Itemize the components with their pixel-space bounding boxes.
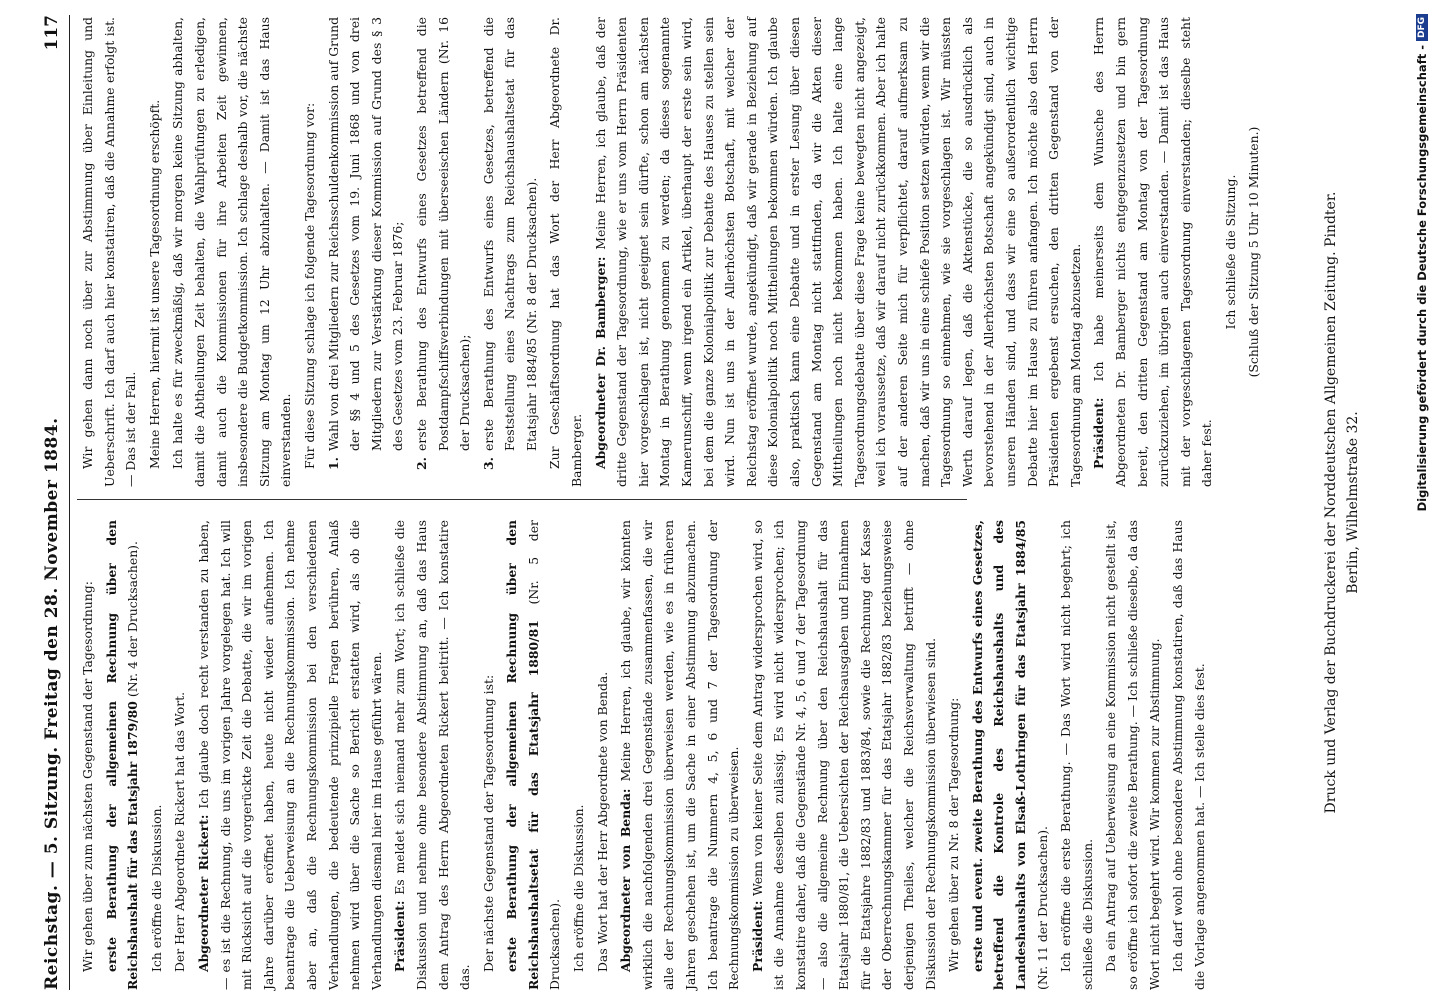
agenda-ref: (Nr. 11 der Drucksachen). bbox=[1034, 826, 1050, 990]
speech-text: Es meldet sich niemand mehr zum Wort; ich schließe die Diskussion und nehme ohne besondere Abstimmung an, daß das Haus dem Antrag des Herrn Abgeordneten Rickert beitritt. — Ich konstatire das. bbox=[392, 520, 473, 990]
speaker-name: Abgeordneter Dr. Bamberger: bbox=[592, 256, 608, 469]
paragraph: Der Herr Abgeordnete Rickert hat das Wort. bbox=[172, 691, 188, 972]
speech-text: Wenn von keiner Seite dem Antrag widersprochen wird, so ist die Annahme desselben zulässig. Es wird nicht widersprochen; ich konstatire daher, daß die Gegenstände Nr. 4, 5, 6 und 7 der Tagesordnung — also die allgemeine Rechnung über den Reichshaushalt für das Etatsjahr 1880/81, die Uebersichten der Reichsausgaben und Einnahmen für die Etatsjahre 1882/83 und 1883/84, sowie die Rechnung der Kasse der Oberrechnungskammer für das Etatsjahr 1882/83 beziehungsweise derjenigen Theiles, welcher die Reichsverwaltung betrifft — ohne Diskussion der Rechnungskommission überwiesen sind. bbox=[749, 520, 938, 990]
speaker-name: Präsident: bbox=[1091, 397, 1107, 469]
agenda-ref: (Nr. 4 der Drucksachen). bbox=[125, 541, 141, 698]
paragraph: Ich halte es für zweckmäßig, daß wir morgen keine Sitzung abhalten, damit die Abtheilungen Zeit behalten, die Wahlprüfungen zu erledigen, damit auch die Kommissionen für ihre Arbeiten Zeit gewinnen, insbesondere die Budgetkommission. Ich schlage deshalb vor, die nächste Sitzung am Montag um 12 Uhr abzuhalten. — Damit ist das Haus einverstanden. bbox=[170, 17, 294, 487]
imprint-line: Druck und Verlag der Buchdruckerei der Norddeutschen Allgemeinen Zeitung. Pindter. bbox=[1323, 191, 1339, 814]
paragraph: Da ein Antrag auf Ueberweisung an eine Kommission nicht gestellt ist, so eröffne ich sofort die zweite Berathung. — Ich schließe dieselbe, da das Wort nicht begehrt wird. Wir kommen zur Abstimmung. bbox=[1103, 520, 1162, 990]
speech bbox=[747, 520, 941, 990]
speech bbox=[193, 520, 387, 990]
speaker-name: Abgeordneter Rickert: bbox=[195, 814, 211, 972]
page-body bbox=[35, 15, 1405, 990]
paragraph: Der nächste Gegenstand der Tagesordnung ist: bbox=[480, 674, 496, 972]
paragraph: Zur Geschäftsordnung hat das Wort der Herr Abgeordnete Dr. Bamberger. bbox=[547, 17, 585, 487]
agenda-title: erste Berathung der allgemeinen Rechnung über den Reichshaushalt für das Etatsjahr 1879/80 bbox=[103, 520, 141, 990]
speaker-name: Präsident: bbox=[392, 900, 408, 972]
session-end-note: (Schluß der Sitzung 5 Uhr 10 Minuten.) bbox=[1246, 126, 1262, 378]
speaker-name: Abgeordneter von Benda: bbox=[618, 788, 634, 972]
imprint-address: Berlin, Wilhelmstraße 32. bbox=[1345, 411, 1361, 594]
right-column bbox=[77, 17, 1267, 487]
agenda-list-item bbox=[411, 17, 476, 487]
digitization-credit bbox=[1412, 0, 1432, 1000]
item-text: erste Berathung des Entwurfs eines Gesetzes betreffend die Postdampfschiffsverbindungen mit überseeischen Ländern (Nr. 16 der Drucksachen); bbox=[413, 17, 473, 451]
agenda-list-item bbox=[323, 17, 409, 487]
paragraph: Ich eröffne die Diskussion. bbox=[571, 804, 587, 972]
speech-text: Ich habe meinerseits dem Wunsche des Herrn Abgeordneten Dr. Bamberger nichts entgegenzusetzen und bin gern bereit, den dritten Gegenstand am Montag von der Tagesordnung zurückzuziehen, im übrigen auch einverstanden. — Damit ist das Haus mit der vorgeschlagenen Tagesordnung einverstanden; dieselbe steht daher fest. bbox=[1091, 17, 1215, 487]
page-number: 117 bbox=[42, 15, 62, 51]
speech bbox=[1088, 17, 1218, 487]
agenda-item bbox=[101, 520, 144, 990]
agenda-title: erste und event. zweite Berathung des Entwurfs eines Gesetzes, betreffend die Kontrole des Reichshaushalts und des Landeshaushalts von Elsaß-Lothringen für das Etatsjahr 1884/85 bbox=[969, 520, 1028, 990]
speech-text: Ich glaube doch recht verstanden zu haben, — es ist die Rechnung, die uns im vorigen Jahre vorgelegen hat. Ich will mit Rücksicht auf die vorgerückte Zeit die Debatte, die wir im vorigen Jahre darüber eröffnet haben, heute nicht wieder aufnehmen. Ich beantrage die Ueberweisung an die Rechnungskommission. Ich nehme aber an, daß die Rechnungskommission bei den verschiedenen Verhandlungen, die bedeutende prinzipielle Fragen berühren, Anlaß nehmen wird über die Sache so Bericht erstatten wird, als ob die Verhandlungen diesmal hier im Hause geführt wären. bbox=[195, 520, 384, 990]
running-header bbox=[35, 15, 70, 990]
paragraph: Ich darf wohl ohne besondere Abstimmung konstatiren, daß das Haus die Vorlage angenommen hat. — Ich stelle dies fest. bbox=[1170, 520, 1207, 990]
agenda-list-item bbox=[478, 17, 543, 487]
agenda-title: erste Berathung der allgemeinen Rechnung über den Reichshaushaltsetat für das Etatsjahr 1880/81 bbox=[504, 520, 541, 990]
paragraph: Für diese Sitzung schlage ich folgende Tagesordnung vor: bbox=[301, 102, 317, 469]
digitization-sidebar bbox=[1412, 0, 1432, 1000]
dfg-logo: DFG bbox=[1416, 14, 1428, 41]
paragraph: Ich eröffne die Diskussion. bbox=[148, 804, 164, 972]
paragraph: Wir gehen über zum nächsten Gegenstand der Tagesordnung: bbox=[80, 581, 95, 972]
printer-imprint bbox=[1320, 15, 1364, 990]
header-title: Reichstag. — 5. Sitzung. Freitag den 28. November 1884. bbox=[42, 417, 62, 990]
agenda-item bbox=[501, 520, 566, 990]
speech-text: Meine Herren, ich glaube, daß der dritte Gegenstand der Tagesordnung, wie er uns vom Herrn Präsidenten hier vorgeschlagen ist, nicht geeignet sein dürfte, schon am nächsten Montag in Berathung genommen zu werden; da dieses sogenannte Kamerunschiff, wenn irgend ein Artikel, überhaupt der erste sein wird, bei dem die ganze Kolonialpolitik zur Debatte des Hauses zu stellen sein wird. Nun ist uns in der Allerhöchsten Botschaft, mit welcher der Reichstag eröffnet wurde, angekündigt, daß wir gerade in Beziehung auf diese Kolonialpolitik noch Mittheilungen bekommen würden. Ich glaube also, praktisch kann eine Debatte und in erster Lesung über diesen Gegenstand am Montag nicht stattfinden, da wir die Akten dieser Mittheilungen noch nicht bekommen haben. Ich halte eine lange Tagesordnungsdebatte über diese Frage keine bewegten nicht angezeigt, weil ich voraussetze, daß wir darauf nicht zurückkommen. Aber ich halte auf der anderen Seite mich für verpflichtet, darauf aufmerksam zu machen, daß wir uns in eine schiefe Position setzen würden, wenn wir die Tagesordnung so einnehmen, wie sie vorgeschlagen ist. Wir müssten Werth darauf legen, daß die Aktenstücke, die so ausdrücklich als bevorstehend in der Allerhöchsten Botschaft angekündigt sind, auch in unseren Händen sind, und dass wir eine so außerordentlich wichtige Debatte hier im Hause zu führen anfangen. Ich möchte also den Herrn Präsidenten ergebenst ersuchen, den dritten Gegenstand von der Tagesordnung am Montag abzusetzen. bbox=[592, 17, 1083, 487]
paragraph: Das Wort hat der Herr Abgeordnete von Benda. bbox=[594, 671, 610, 972]
speech bbox=[389, 520, 475, 990]
item-number: 1. bbox=[325, 457, 341, 470]
speech bbox=[615, 520, 745, 990]
credit-text: Digitalisierung gefördert durch die Deutsche Forschungsgemeinschaft - bbox=[1415, 45, 1429, 512]
paragraph: Ich eröffne die erste Berathung. — Das Wort wird nicht begehrt; ich schließe die Diskussion. bbox=[1058, 520, 1095, 990]
speech bbox=[590, 17, 1087, 487]
speech-text: Meine Herren, ich glaube, wir könnten wirklich die nachfolgenden drei Gegenstände zusammenfassen, die wir alle der Rechnungskommission überweisen werden, wie es in früheren Jahren geschehen ist, um die Sache in einer Abstimmung abzumachen. Ich beantrage die Nummern 4, 5, 6 und 7 der Tagesordnung der Rechnungskommission zu überweisen. bbox=[618, 520, 742, 990]
paragraph: Wir gehen über zu Nr. 8 der Tagesordnung: bbox=[946, 697, 962, 972]
item-number: 2. bbox=[413, 457, 429, 470]
agenda-ref: (Nr. 5 der Drucksachen). bbox=[525, 520, 563, 990]
column-divider bbox=[77, 499, 967, 500]
item-number: 3. bbox=[480, 457, 496, 470]
item-text: erste Berathung des Entwurfs eines Gesetzes, betreffend die Feststellung eines Nachtrags zum Reichshaushaltsetat für das Etatsjahr 1884/85 (Nr. 8 der Drucksachen). bbox=[480, 17, 539, 451]
left-column bbox=[77, 520, 1212, 990]
paragraph: Wir gehen dann noch über zur Abstimmung über Einleitung und Ueberschrift. Ich darf auch hier konstatiren, daß die Annahme erfolgt ist. — Das ist der Fall. bbox=[80, 17, 139, 487]
paragraph: Meine Herren, hiermit ist unsere Tagesordnung erschöpft. bbox=[146, 99, 162, 469]
item-text: Wahl von drei Mitgliedern zur Reichsschuldenkommission auf Grund der §§ 4 und 5 des Gesetzes vom 19. Juni 1868 und von drei Mitgliedern zur Verstärkung dieser Kommission auf Grund des § 3 des Gesetzes vom 23. Februar 1876; bbox=[325, 17, 406, 451]
agenda-item bbox=[967, 520, 1053, 990]
speaker-name: Präsident: bbox=[749, 900, 765, 972]
closing-line: Ich schließe die Sitzung. bbox=[1222, 174, 1238, 330]
